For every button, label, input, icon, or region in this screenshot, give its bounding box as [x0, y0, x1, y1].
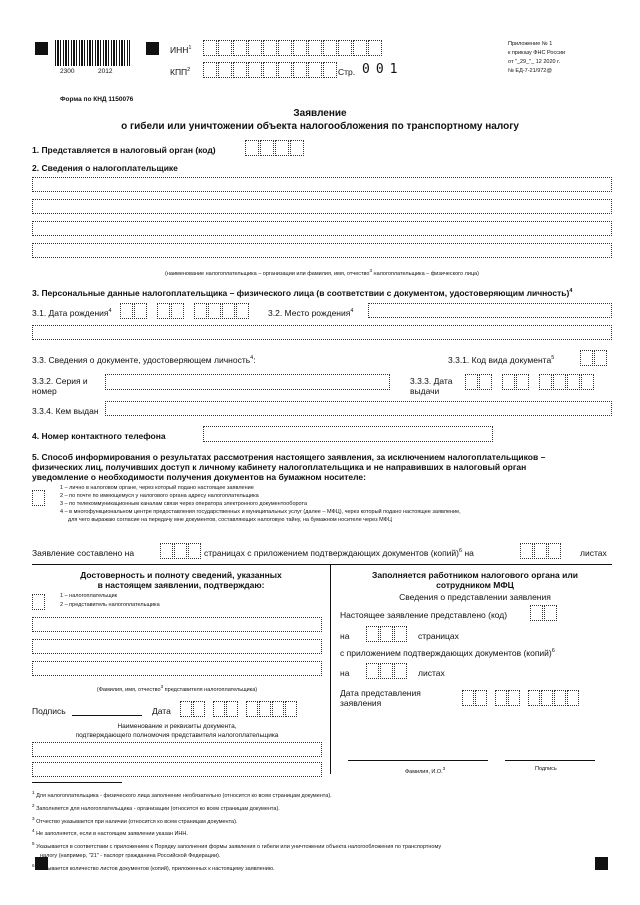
section5-label: 5. Способ информирования о результатах рассмотрения настоящего заявления, за исключением налогоплательщиков – физических лиц, получивших доступ к личному кабинету налогоплательщика и не направивших в налоговый орган уведомление о необходимости получения документов на бумажном носителе: [32, 452, 546, 482]
representative-fio-row-2[interactable] [32, 639, 322, 654]
left-sign-line[interactable] [72, 715, 142, 716]
composed-sheets-field[interactable] [520, 543, 562, 559]
right-block-subtitle: Сведения о представлении заявления [399, 592, 551, 602]
page-number: 001 [362, 62, 404, 77]
footnote-6: $^6$ Указывается количество листов документов (копий), приложенных к настоящему заявлению. [32, 863, 275, 872]
birth-date-field[interactable] [120, 303, 250, 319]
birth-date-label: 3.1. Дата рождения$^4$ [32, 308, 112, 318]
taxpayer-name-row-1[interactable] [32, 177, 612, 192]
footnote-3: $^3$ Отчество указывается при наличии (относится ко всем страницам документа). [32, 815, 238, 825]
confirm-role-field[interactable] [32, 594, 46, 610]
officer-sign-line[interactable] [505, 760, 595, 761]
representative-fio-row-1[interactable] [32, 617, 322, 632]
taxpayer-name-row-4[interactable] [32, 243, 612, 258]
representative-fio-row-3[interactable] [32, 661, 322, 676]
left-date-label: Дата [152, 706, 171, 716]
phone-field[interactable] [203, 426, 493, 442]
tax-authority-code-field[interactable] [245, 140, 305, 156]
confirm-role-options: 1 – налогоплательщик 2 – представитель налогоплательщика [60, 593, 160, 608]
issue-date-label: 3.3.3. Дата выдачи [410, 376, 453, 396]
authority-doc-row-1[interactable] [32, 742, 322, 757]
right-on-label: на [340, 631, 350, 641]
divider-vertical [330, 564, 331, 774]
barcode-number-left: 2300 [60, 68, 75, 75]
section4-label: 4. Номер контактного телефона [32, 431, 166, 441]
section2-label: 2. Сведения о налогоплательщике [32, 163, 178, 173]
composed-label: Заявление составлено на [32, 548, 135, 558]
right-sheets-field[interactable] [366, 663, 408, 679]
notification-method-field[interactable] [32, 490, 46, 506]
submitted-code-label: Настоящее заявление представлено (код) [340, 610, 508, 620]
authority-doc-row-2[interactable] [32, 762, 322, 777]
doc-type-code-field[interactable] [580, 350, 608, 366]
appendix-note: Приложение № 1 к приказу ФНС России от "_29_"_ 12 2020 г. № ЕД-7-21/972@ [508, 41, 566, 74]
officer-sign-label: Подпись [535, 766, 557, 772]
representative-fio-caption: (Фамилия, имя, отчество$^3$ представителя налогоплательщика) [96, 684, 258, 693]
officer-fio-label: Фамилия, И.О.$^3$ [405, 766, 446, 775]
issued-by-label: 3.3.4. Кем выдан [32, 406, 99, 416]
id-doc-label: 3.3. Сведения о документе, удостоверяющем личность$^4$: [32, 355, 256, 365]
footnote-5: $^5$ Указывается в соответствии с приложением к Порядку заполнения формы заявления о гибели или уничтожении объекта налогообложения по транспортному [32, 841, 442, 851]
kpp-field[interactable] [203, 62, 338, 78]
right-pages-field[interactable] [366, 626, 408, 642]
issue-date-field[interactable] [465, 374, 595, 390]
submission-date-label: Дата представления заявления [340, 688, 421, 708]
section1-label: 1. Представляется в налоговый орган (код) [32, 145, 216, 155]
inn-field[interactable] [203, 40, 383, 56]
right-on2-label: на [340, 668, 350, 678]
right-block-title: Заполняется работником налогового органа или сотрудником МФЦ [372, 570, 578, 590]
footnote-5-cont: налогу (например, "21" - паспорт гражданина Российской Федерации). [40, 853, 221, 860]
barcode-number-right: 2012 [98, 68, 113, 75]
composed-end: листах [580, 548, 607, 558]
authority-doc-caption: Наименование и реквизиты документа, подтверждающего полномочия представителя налогоплательщика [75, 723, 279, 739]
left-date-field[interactable] [180, 701, 298, 717]
kpp-label: КПП$^2$ [170, 67, 191, 77]
page-label: Стр. [338, 67, 356, 77]
section3-label: 3. Персональные данные налогоплательщика – физического лица (в соответствии с документом, удостоверяющим личность)$^4$ [32, 288, 573, 298]
footnote-divider [32, 782, 122, 783]
composed-mid: страницах с приложением подтверждающих документов (копий)$^6$ на [204, 548, 474, 558]
issued-by-row-1[interactable] [105, 401, 612, 416]
footnote-4: $^4$ Не заполняется, если в настоящем заявлении указан ИНН. [32, 828, 188, 838]
series-number-label: 3.3.2. Серия и номер [32, 376, 88, 396]
taxpayer-name-row-3[interactable] [32, 221, 612, 236]
birth-place-row-1[interactable] [368, 303, 612, 318]
barcode [55, 40, 130, 66]
footnotes [32, 788, 612, 874]
doc-type-code-label: 3.3.1. Код вида документа$^5$ [448, 355, 555, 365]
section2-caption: (наименование налогоплательщика – организации или фамилия, имя, отчество$^3$ налогоплательщика – физического лица) [165, 268, 479, 277]
officer-fio-line[interactable] [348, 760, 488, 761]
right-attach-label: с приложением подтверждающих документов (копий)$^6$ [340, 648, 555, 658]
inn-label: ИНН$^1$ [170, 45, 192, 55]
left-sign-label: Подпись [32, 706, 66, 716]
title-line2: о гибели или уничтожении объекта налогообложения по транспортному налогу [121, 121, 519, 132]
title-line1: Заявление [293, 108, 347, 119]
footnote-1: $^1$ Для налогоплательщика - физического лица заполнение необязательно (относится ко всем страницам документа). [32, 790, 332, 799]
left-block-title: Достоверность и полноту сведений, указанных в настоящем заявлении, подтверждаю: [80, 570, 282, 590]
right-pages-label: страницах [418, 631, 459, 641]
submitted-code-field[interactable] [530, 605, 558, 621]
footnote-2: $^2$ Заполняется для налогоплательщика - организации (относится ко всем страницам документа). [32, 802, 280, 812]
right-sheets-label: листах [418, 668, 445, 678]
form-code: Форма по КНД 1150076 [60, 96, 134, 103]
submission-date-field[interactable] [462, 690, 580, 706]
registration-mark-top-right [146, 42, 159, 55]
composed-pages-field[interactable] [160, 543, 202, 559]
notification-options: 1 – лично в налоговом органе, через который подано настоящее заявление 2 – по почте по имеющемуся у налогового органа адресу налогоплательщика 3 – по телекоммуникационным каналам связи через оператора электронного документооборота 4 – в многофункциональном центре предоставления государственных и муниципальных услуг (далее – МФЦ), через который подано настоящее заявление, для чего выражаю согласие на передачу мне документов, составляющих налоговую тайну, на бумажном носителе через МФЦ [60, 485, 461, 523]
birth-place-row-2[interactable] [32, 325, 612, 340]
registration-mark-top-left [35, 42, 48, 55]
divider-horizontal [32, 564, 612, 565]
birth-place-label: 3.2. Место рождения$^4$ [268, 308, 354, 318]
series-number-field[interactable] [105, 374, 390, 390]
taxpayer-name-row-2[interactable] [32, 199, 612, 214]
